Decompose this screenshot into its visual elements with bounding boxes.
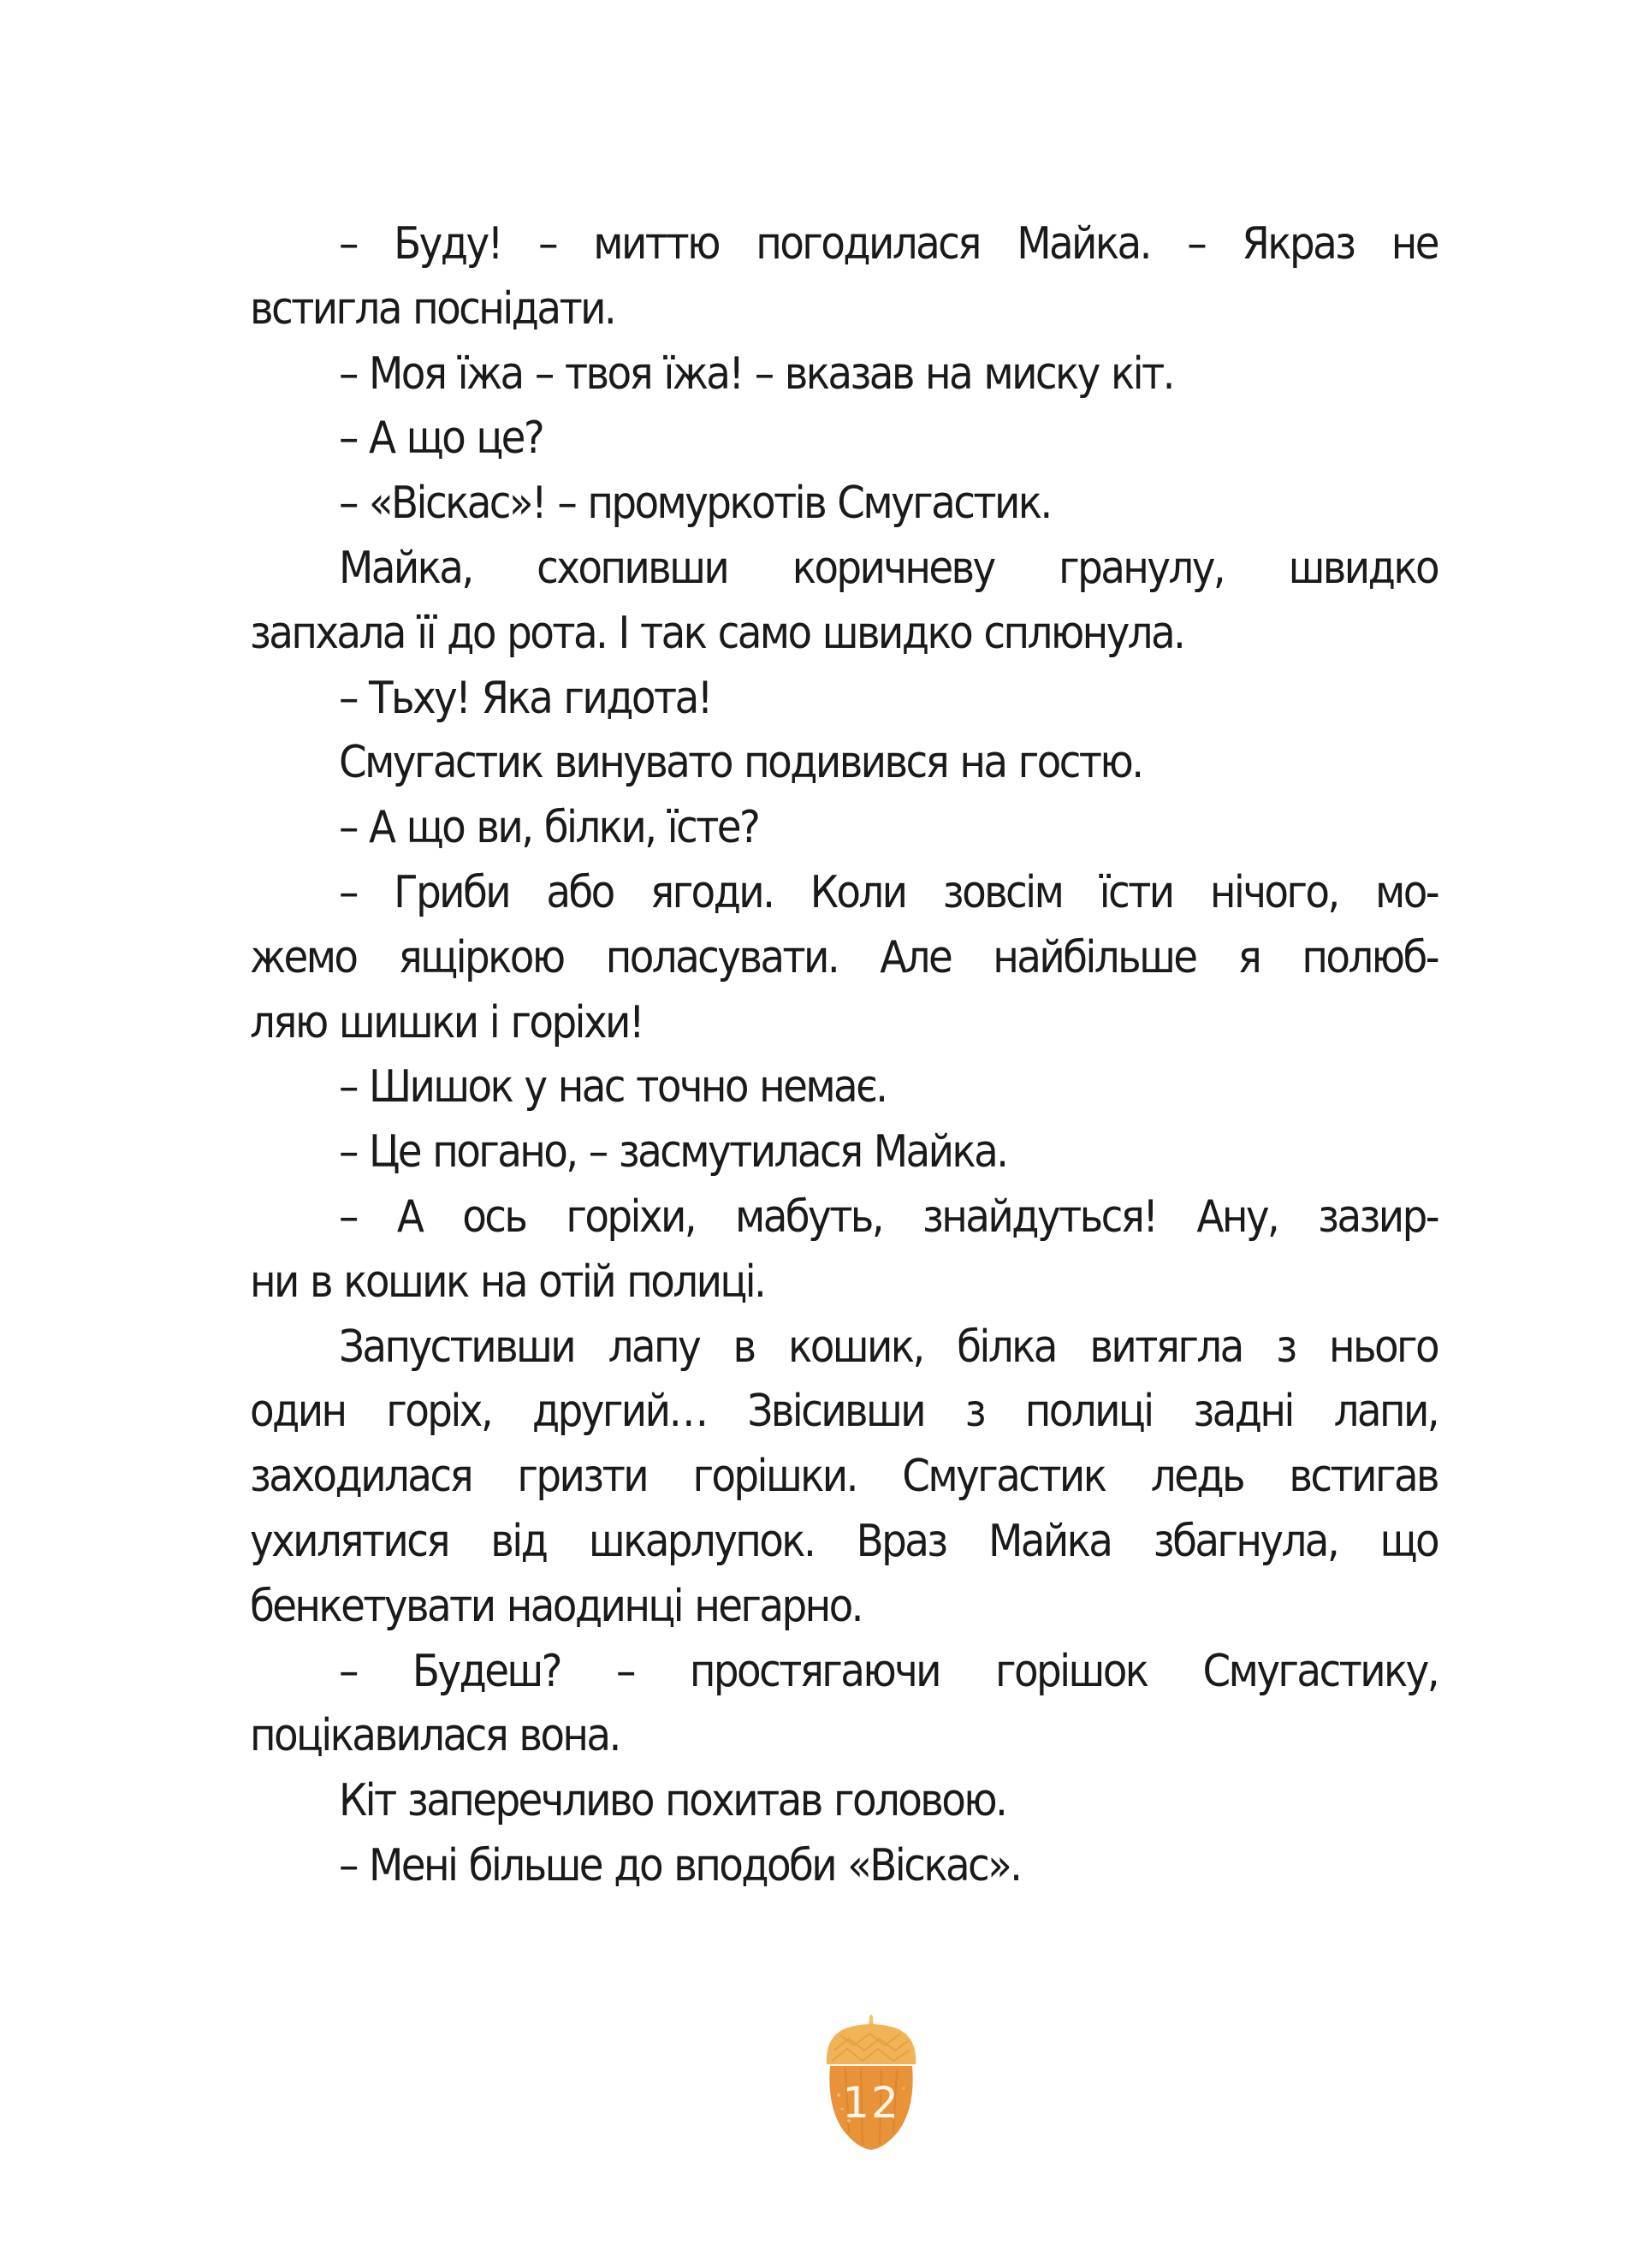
text-line: – А ось горіхи, мабуть, знайдуться! Ану, зазир- [339, 1190, 1438, 1243]
text-line: запхала її до рота. І так само швидко сплюнула. [250, 607, 1184, 659]
page-number: 12 [842, 2078, 900, 2128]
text-line: Смугастик винувато подивився на гостю. [339, 737, 1142, 789]
text-line: ляю шишки і горіхи! [250, 996, 643, 1048]
text-line: – А що ви, білки, їсте? [339, 802, 759, 854]
text-line: – Шишок у нас точно немає. [339, 1061, 887, 1113]
text-line: ни в кошик на отій полиці. [250, 1256, 765, 1308]
text-line: – А що це? [339, 413, 543, 465]
text-line: – Гриби або ягоди. Коли зовсім їсти нічого, мо- [339, 866, 1438, 918]
text-line: ухилятися від шкарлупок. Враз Майка збагнула, що [250, 1515, 1438, 1567]
text-line: Майка, схопивши коричневу гранулу, швидко [339, 542, 1438, 594]
text-line: жемо ящіркою поласувати. Але найбільше я полюб- [250, 931, 1438, 983]
text-line: – Будеш? – простягаючи горішок Смугастику, [339, 1645, 1438, 1697]
text-line: заходилася гризти горішки. Смугастик ледь встигав [250, 1451, 1438, 1503]
text-line: – Тьху! Яка гидота! [339, 672, 711, 724]
text-line: – Це погано, – засмутилася Майка. [339, 1126, 1007, 1179]
text-line: один горіх, другий… Звісивши з полиці задні лапи, [250, 1386, 1438, 1438]
body-text [250, 212, 1438, 1899]
text-line: встигла поснідати. [250, 282, 615, 335]
text-line: – Мені більше до вподоби «Віскас». [339, 1839, 1021, 1891]
text-line: Запустивши лапу в кошик, білка витягла з нього [339, 1321, 1438, 1373]
text-line: поцікавилася вона. [250, 1710, 620, 1762]
text-line: бенкетувати наодинці негарно. [250, 1580, 862, 1632]
text-line: Кіт заперечливо похитав головою. [339, 1775, 1006, 1827]
text-line: – Моя їжа – твоя їжа! – вказав на миску кіт. [339, 347, 1173, 400]
text-line: – Буду! – миттю погодилася Майка. – Якраз не [339, 218, 1438, 270]
text-line: – «Віскас»! – промуркотів Смугастик. [339, 478, 1051, 530]
